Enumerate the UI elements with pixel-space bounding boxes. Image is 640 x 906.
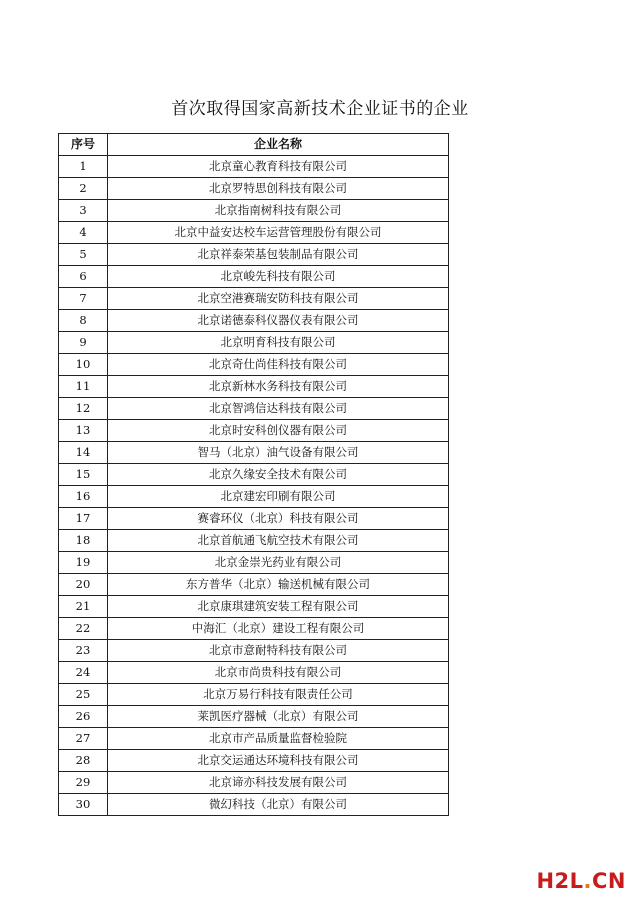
table-row <box>59 354 449 376</box>
table-row <box>59 266 449 288</box>
row-number: 7 <box>59 288 108 310</box>
table-row <box>59 706 449 728</box>
company-name: 北京新林水务科技有限公司 <box>108 376 449 398</box>
company-name: 北京智鸿信达科技有限公司 <box>108 398 449 420</box>
table-row <box>59 640 449 662</box>
company-name: 北京峻先科技有限公司 <box>108 266 449 288</box>
company-name: 赛睿环仪（北京）科技有限公司 <box>108 508 449 530</box>
table-body <box>59 156 449 816</box>
row-number: 29 <box>59 772 108 794</box>
table-row <box>59 244 449 266</box>
row-number: 23 <box>59 640 108 662</box>
table-row <box>59 662 449 684</box>
row-number: 30 <box>59 794 108 816</box>
company-name: 北京交运通达环境科技有限公司 <box>108 750 449 772</box>
row-number: 13 <box>59 420 108 442</box>
row-number: 4 <box>59 222 108 244</box>
row-number: 19 <box>59 552 108 574</box>
company-name: 北京康琪建筑安装工程有限公司 <box>108 596 449 618</box>
row-number: 26 <box>59 706 108 728</box>
table-row <box>59 574 449 596</box>
table-row <box>59 486 449 508</box>
company-name: 北京时安科创仪器有限公司 <box>108 420 449 442</box>
row-number: 5 <box>59 244 108 266</box>
table-row <box>59 442 449 464</box>
company-table <box>58 133 449 816</box>
company-name: 莱凯医疗器械（北京）有限公司 <box>108 706 449 728</box>
company-name: 智马（北京）油气设备有限公司 <box>108 442 449 464</box>
table-row <box>59 332 449 354</box>
row-number: 3 <box>59 200 108 222</box>
row-number: 15 <box>59 464 108 486</box>
company-name: 北京中益安达校车运营管理股份有限公司 <box>108 222 449 244</box>
table-row <box>59 750 449 772</box>
row-number: 12 <box>59 398 108 420</box>
table-row <box>59 288 449 310</box>
company-name: 北京市尚贵科技有限公司 <box>108 662 449 684</box>
table-row <box>59 398 449 420</box>
table-row <box>59 200 449 222</box>
company-name: 北京诺德泰科仪器仪表有限公司 <box>108 310 449 332</box>
row-number: 20 <box>59 574 108 596</box>
row-number: 27 <box>59 728 108 750</box>
table-row <box>59 178 449 200</box>
table-row <box>59 684 449 706</box>
company-name: 微幻科技（北京）有限公司 <box>108 794 449 816</box>
company-name: 东方普华（北京）输送机械有限公司 <box>108 574 449 596</box>
row-number: 1 <box>59 156 108 178</box>
column-header-number: 序号 <box>59 134 108 156</box>
row-number: 9 <box>59 332 108 354</box>
table-row <box>59 508 449 530</box>
company-name: 北京建宏印刷有限公司 <box>108 486 449 508</box>
row-number: 11 <box>59 376 108 398</box>
page-title: 首次取得国家高新技术企业证书的企业 <box>171 99 469 119</box>
company-name: 北京金崇光药业有限公司 <box>108 552 449 574</box>
site-watermark-logo <box>536 869 626 893</box>
table-row <box>59 464 449 486</box>
row-number: 10 <box>59 354 108 376</box>
table-row <box>59 420 449 442</box>
column-header-name: 企业名称 <box>108 134 449 156</box>
table-row <box>59 376 449 398</box>
table-row <box>59 552 449 574</box>
table-row <box>59 794 449 816</box>
company-name: 北京罗特思创科技有限公司 <box>108 178 449 200</box>
watermark-brand: H2L <box>536 869 584 893</box>
company-name: 北京谛亦科技发展有限公司 <box>108 772 449 794</box>
row-number: 6 <box>59 266 108 288</box>
table-row <box>59 530 449 552</box>
company-name: 北京明育科技有限公司 <box>108 332 449 354</box>
row-number: 17 <box>59 508 108 530</box>
watermark-dot: . <box>583 869 592 893</box>
company-name: 北京首航通飞航空技术有限公司 <box>108 530 449 552</box>
table-row <box>59 156 449 178</box>
company-name: 北京童心教育科技有限公司 <box>108 156 449 178</box>
table-row <box>59 310 449 332</box>
row-number: 25 <box>59 684 108 706</box>
row-number: 8 <box>59 310 108 332</box>
row-number: 21 <box>59 596 108 618</box>
company-name: 北京奇仕尚佳科技有限公司 <box>108 354 449 376</box>
row-number: 16 <box>59 486 108 508</box>
row-number: 22 <box>59 618 108 640</box>
table-row <box>59 772 449 794</box>
company-name: 北京市意耐特科技有限公司 <box>108 640 449 662</box>
table-row <box>59 728 449 750</box>
row-number: 28 <box>59 750 108 772</box>
company-name: 中海汇（北京）建设工程有限公司 <box>108 618 449 640</box>
table-row <box>59 596 449 618</box>
company-name: 北京空港赛瑞安防科技有限公司 <box>108 288 449 310</box>
company-name: 北京市产品质量监督检验院 <box>108 728 449 750</box>
company-name: 北京万易行科技有限责任公司 <box>108 684 449 706</box>
row-number: 24 <box>59 662 108 684</box>
watermark-tld: CN <box>592 869 626 893</box>
table-row <box>59 618 449 640</box>
row-number: 14 <box>59 442 108 464</box>
company-name: 北京指南树科技有限公司 <box>108 200 449 222</box>
company-name: 北京久缘安全技术有限公司 <box>108 464 449 486</box>
table-header-row <box>59 134 449 156</box>
row-number: 2 <box>59 178 108 200</box>
row-number: 18 <box>59 530 108 552</box>
table-row <box>59 222 449 244</box>
company-name: 北京祥泰荣基包装制品有限公司 <box>108 244 449 266</box>
